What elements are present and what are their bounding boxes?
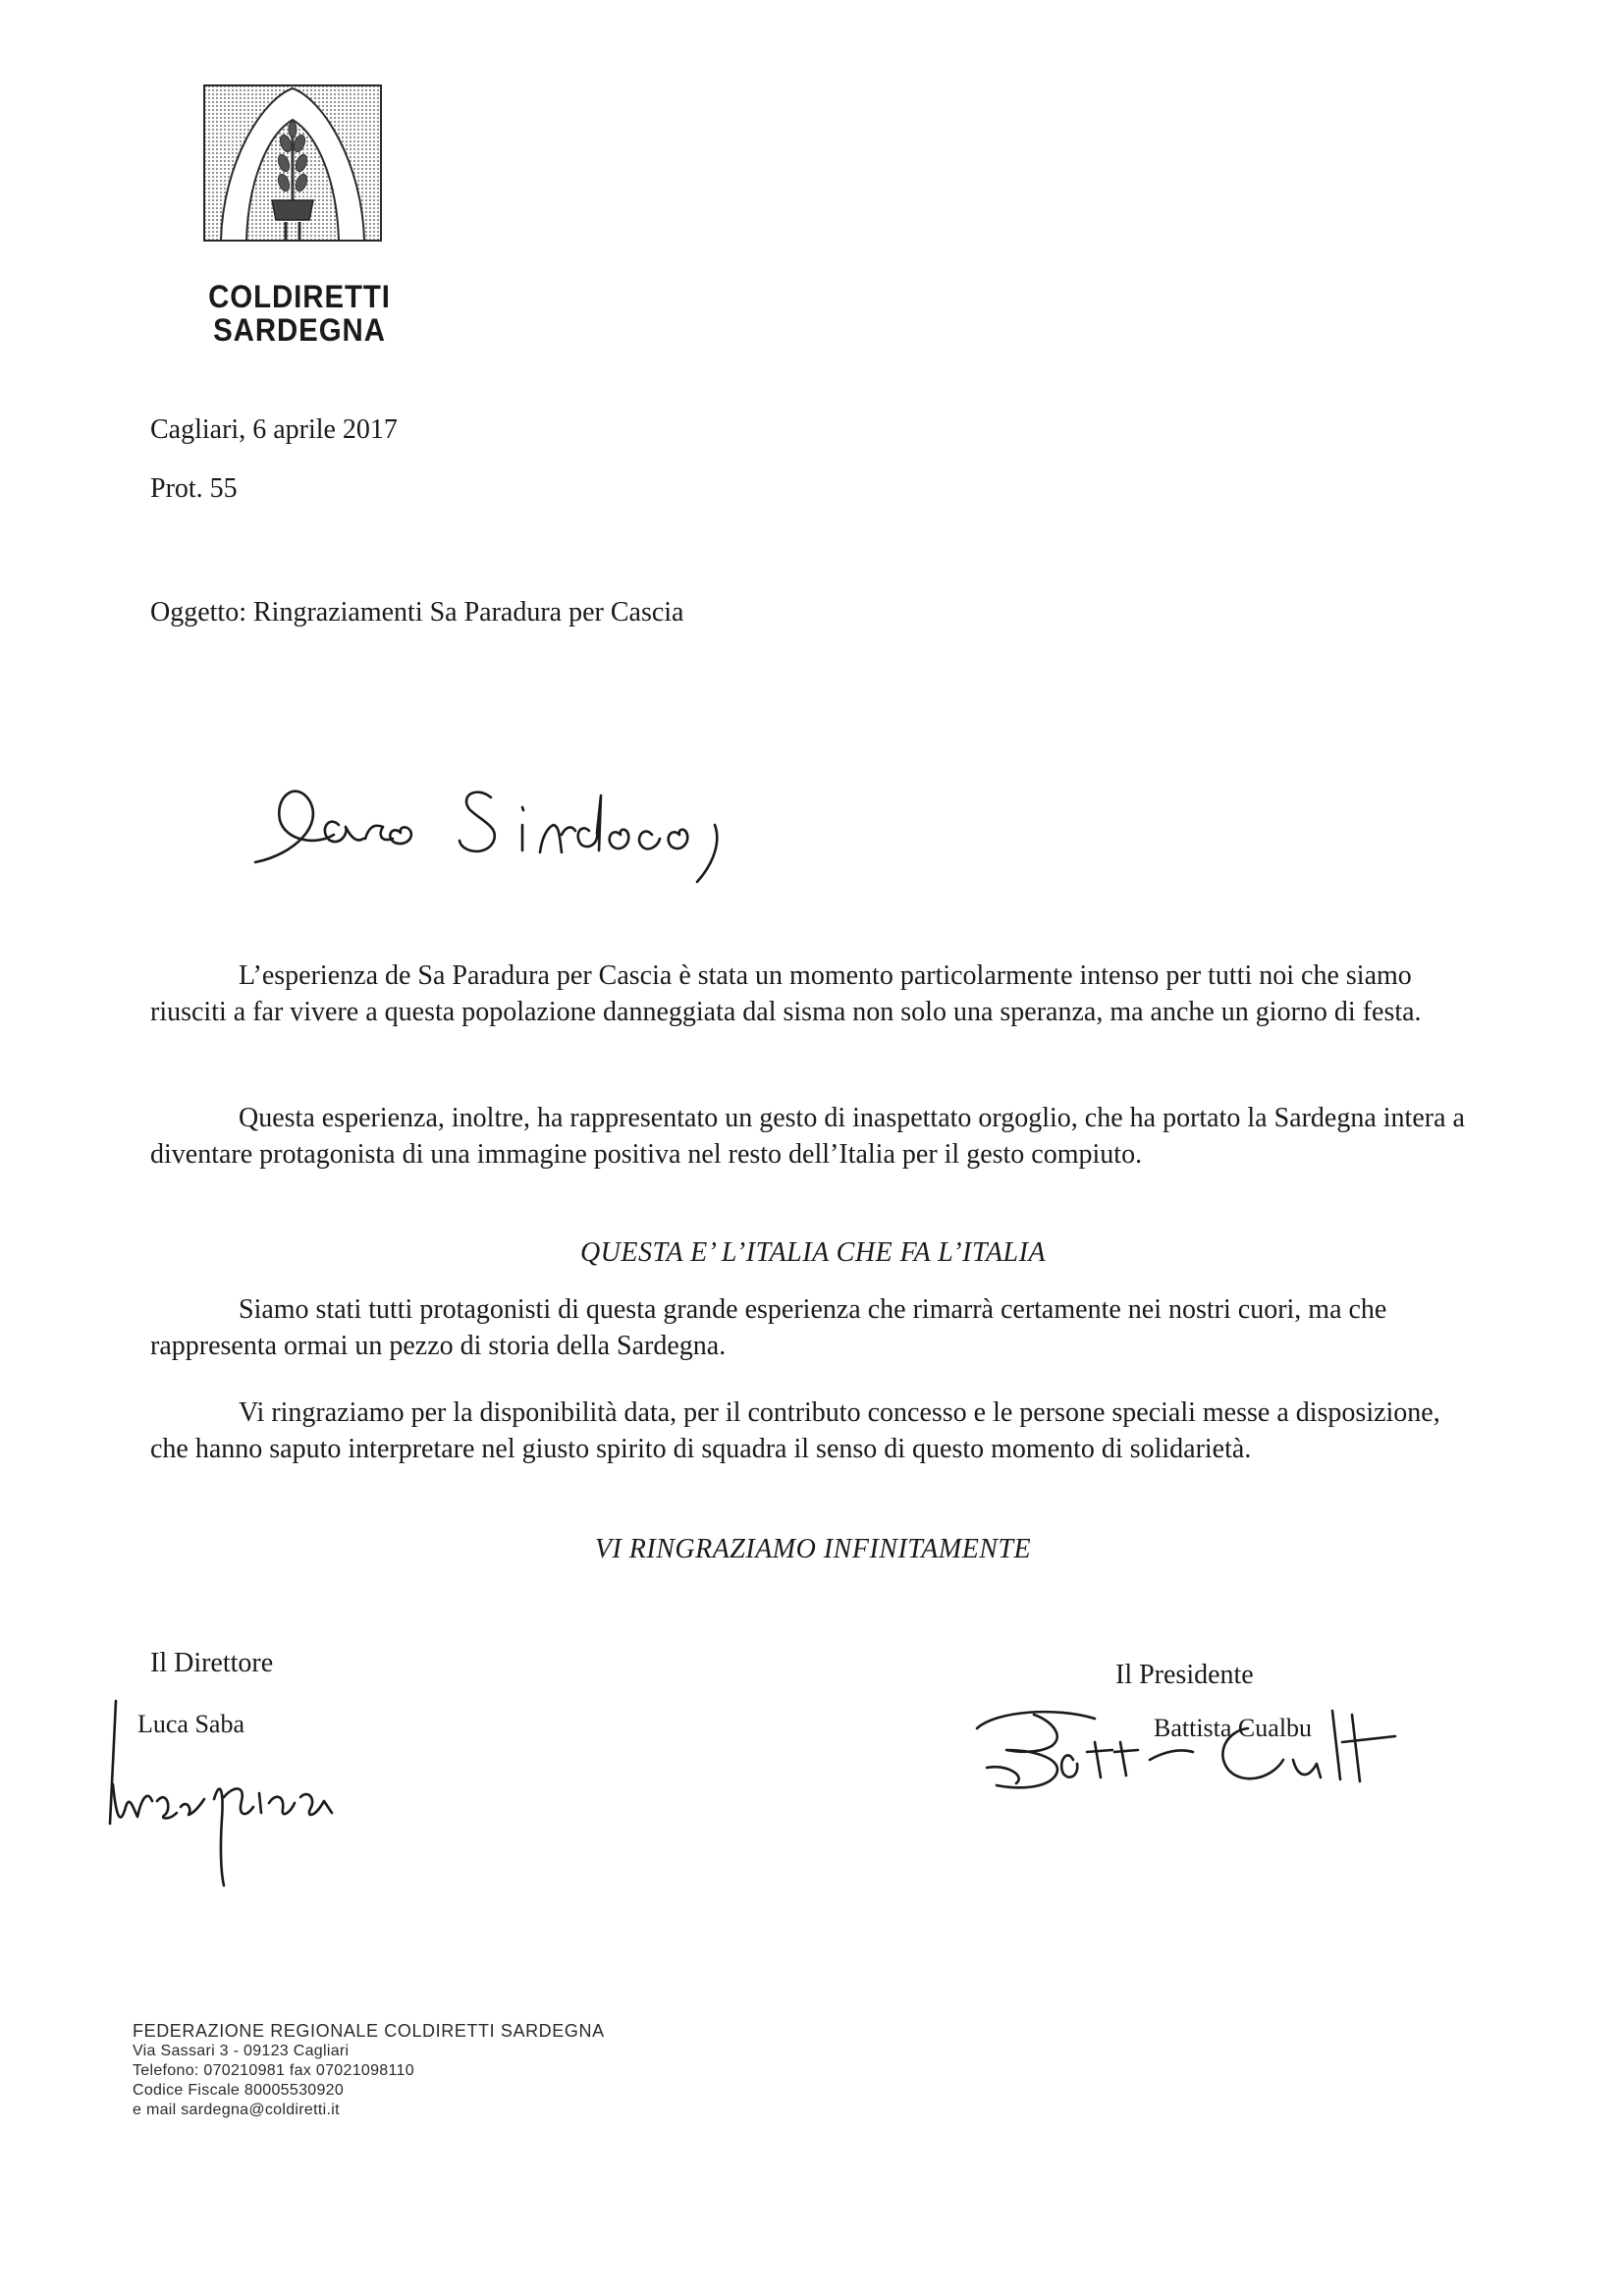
footer-contacts	[133, 2020, 605, 2120]
director-signature	[98, 1691, 363, 1887]
president-role: Il Presidente	[1115, 1660, 1254, 1690]
salutation-script	[236, 756, 815, 894]
footer-tax-code: Codice Fiscale 80005530920	[133, 2082, 345, 2099]
paragraph-3: Siamo stati tutti protagonisti di questa grande esperienza che rimarrà certamente nei nostri cuori, ma che rappresenta ormai un pezzo di storia della Sardegna.	[150, 1294, 1387, 1361]
paragraph-1: L’esperienza de Sa Paradura per Cascia è stata un momento particolarmente intenso per tutti noi che siamo riusciti a far vivere a questa popolazione danneggiata dal sisma non solo una speranza, ma anche un giorno di festa.	[150, 960, 1422, 1027]
letter-subject: Oggetto: Ringraziamenti Sa Paradura per Cascia	[150, 597, 684, 628]
paragraph-4: Vi ringraziamo per la disponibilità data, per il contributo concesso e le persone speciali messe a disposizione, che hanno saputo interpretare nel giusto spirito di squadra il senso di questo momento di solidarietà.	[150, 1397, 1440, 1464]
letter-date: Cagliari, 6 aprile 2017	[150, 414, 398, 445]
protocol-number: Prot. 55	[150, 473, 238, 504]
footer-email: e mail sardegna@coldiretti.it	[133, 2102, 340, 2118]
director-name: Luca Saba	[137, 1710, 245, 1738]
footer-address: Via Sassari 3 - 09123 Cagliari	[133, 2043, 350, 2059]
brand-name	[195, 280, 404, 347]
footer-phone: Telefono: 070210981 fax 07021098110	[133, 2062, 414, 2079]
handwritten-salutation	[236, 756, 815, 894]
motto-ringraziamo: VI RINGRAZIAMO INFINITAMENTE	[594, 1534, 1032, 1564]
paragraph-2: Questa esperienza, inoltre, ha rappresentato un gesto di inaspettato orgoglio, che ha portato la Sardegna intera a diventare protagonista di una immagine positiva nel resto dell’Italia per il gesto compiuto.	[150, 1103, 1465, 1170]
director-signature-script	[98, 1691, 363, 1887]
coldiretti-logo	[203, 84, 382, 242]
president-signature	[957, 1691, 1419, 1799]
president-signature-script	[957, 1691, 1419, 1799]
director-role: Il Direttore	[150, 1648, 274, 1678]
brand-line-2: SARDEGNA	[213, 312, 386, 348]
motto-italia: QUESTA E’ L’ITALIA CHE FA L’ITALIA	[579, 1237, 1047, 1268]
president-name: Battista Cualbu	[1154, 1714, 1313, 1742]
brand-line-1: COLDIRETTI	[208, 279, 391, 314]
footer-organization: FEDERAZIONE REGIONALE COLDIRETTI SARDEGNA	[133, 2021, 605, 2041]
wheat-arch-logo-icon	[203, 84, 382, 242]
